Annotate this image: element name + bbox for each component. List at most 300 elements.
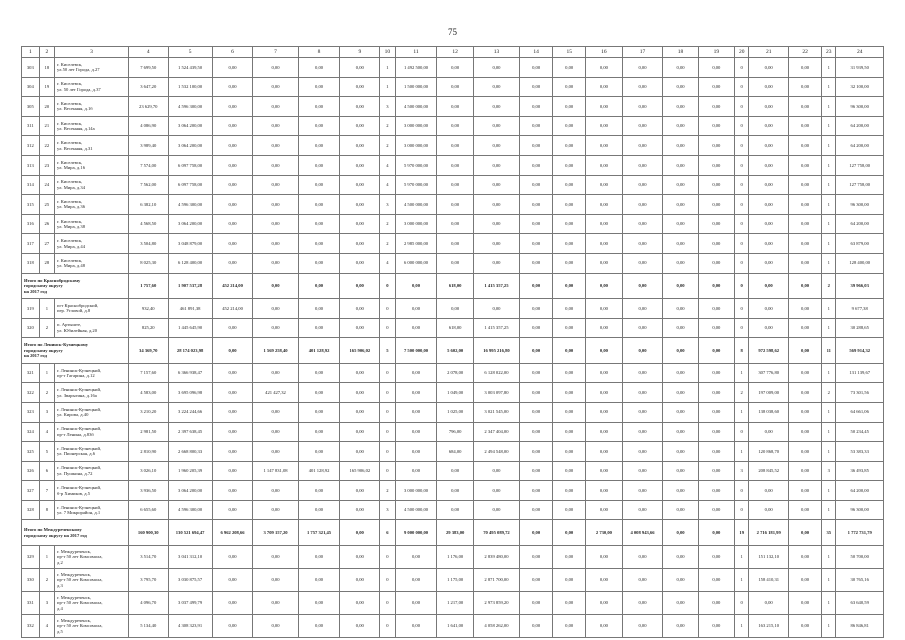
table-cell: 2 078,00 [437, 363, 473, 383]
table-cell: 0,00 [473, 299, 519, 319]
table-cell: 1 [822, 97, 836, 117]
table-cell: 0,00 [395, 591, 437, 614]
table-cell: 0 [380, 545, 395, 568]
table-cell: 0,00 [520, 136, 553, 156]
table-cell: 0,00 [473, 234, 519, 254]
address-cell: г. Ленинск-Кузнецкий, пр-т Ленина, д.83б [55, 422, 129, 442]
table-cell: 0,00 [789, 77, 822, 97]
table-cell: 0 [735, 234, 749, 254]
table-cell: 0,00 [586, 481, 622, 501]
table-row [22, 614, 884, 637]
table-cell: 0,00 [663, 253, 698, 273]
table-cell: 158 410,31 [749, 568, 789, 591]
table-cell: 1 [735, 442, 749, 462]
table-cell: 0,00 [553, 402, 586, 422]
table-cell: 0,00 [553, 363, 586, 383]
table-cell: 0,00 [698, 214, 734, 234]
table-cell: 0,00 [212, 568, 253, 591]
table-cell: 0,00 [253, 299, 298, 319]
table-cell: 0,00 [586, 568, 622, 591]
table-cell: 0,00 [586, 214, 622, 234]
table-cell: 0,00 [789, 422, 822, 442]
table-cell: 0,00 [298, 234, 340, 254]
table-cell: 0,00 [520, 155, 553, 175]
table-cell: 1 [822, 500, 836, 520]
table-cell: 4 596 300,00 [168, 195, 212, 215]
table-cell: 0,00 [212, 500, 253, 520]
table-cell: 0 [735, 97, 749, 117]
table-row [22, 77, 884, 97]
total-cell: 0,00 [520, 338, 553, 364]
table-cell: 618,00 [437, 318, 473, 338]
table-cell: 3 936,50 [128, 481, 168, 501]
total-cell: 0,00 [520, 520, 553, 546]
table-cell: 0,00 [340, 481, 380, 501]
total-cell: 1 415 357,25 [473, 273, 519, 299]
table-row [22, 318, 884, 338]
table-cell: 0 [735, 155, 749, 175]
table-cell: 322 [22, 383, 40, 403]
total-row [22, 520, 884, 546]
address-cell: г. Киселевск, ул. Мира, д.36 [55, 195, 129, 215]
table-cell: 127 758,00 [836, 155, 884, 175]
table-cell: 0,00 [437, 175, 473, 195]
table-cell: 1 049,00 [437, 383, 473, 403]
table-cell: 1 175,00 [437, 568, 473, 591]
table-cell: 0,00 [586, 591, 622, 614]
total-cell: 29 383,00 [437, 520, 473, 546]
table-row [22, 461, 884, 481]
table-cell: 304 [22, 77, 40, 97]
table-row [22, 234, 884, 254]
table-cell: 1 [822, 422, 836, 442]
total-cell: 9 000 000,00 [395, 520, 437, 546]
table-cell: 0,00 [698, 318, 734, 338]
column-header: 4 [128, 47, 168, 58]
table-cell: 0,00 [586, 461, 622, 481]
total-cell: 0,00 [698, 520, 734, 546]
table-cell: 0,00 [298, 136, 340, 156]
table-cell: 0,00 [663, 568, 698, 591]
table-cell: 0,00 [473, 155, 519, 175]
table-cell: 3 [380, 195, 395, 215]
table-cell: 0,00 [520, 97, 553, 117]
table-cell: 0,00 [622, 614, 663, 637]
table-cell: 0,00 [212, 116, 253, 136]
table-cell: 5 970 000,00 [395, 155, 437, 175]
table-cell: 4 096,70 [128, 591, 168, 614]
table-cell: 0 [735, 77, 749, 97]
table-cell: 197 009,00 [749, 383, 789, 403]
table-cell: 0,00 [749, 214, 789, 234]
page-number: 75 [448, 27, 457, 37]
table-cell: 7 157,60 [128, 363, 168, 383]
table-cell: 0,00 [622, 58, 663, 78]
table-cell: 0,00 [520, 253, 553, 273]
table-cell: 2 [39, 568, 54, 591]
table-cell: 0,00 [473, 253, 519, 273]
table-cell: 3 041 312,10 [168, 545, 212, 568]
table-cell: 1 147 831,08 [253, 461, 298, 481]
table-cell: 0,00 [622, 318, 663, 338]
table-cell: 0 [380, 422, 395, 442]
header-row [22, 47, 884, 58]
table-cell: 0,00 [663, 461, 698, 481]
table-cell: 2 973 859,20 [473, 591, 519, 614]
table-cell: 3 000 000,00 [395, 136, 437, 156]
table-cell: 0,00 [698, 500, 734, 520]
table-cell: 4 596 300,00 [168, 97, 212, 117]
table-cell: 96 300,00 [836, 97, 884, 117]
table-cell: 208 845,52 [749, 461, 789, 481]
table-cell: 1 [735, 568, 749, 591]
table-cell: 1 [822, 402, 836, 422]
table-cell: 324 [22, 422, 40, 442]
total-cell: 165 906,02 [340, 338, 380, 364]
table-cell: 0,00 [586, 363, 622, 383]
table-cell: 64 200,00 [836, 116, 884, 136]
table-cell: 3 [380, 500, 395, 520]
table-cell: 0,00 [553, 175, 586, 195]
table-cell: 0,00 [253, 155, 298, 175]
table-cell: 0,00 [789, 442, 822, 462]
table-cell: 4 500 000,00 [395, 195, 437, 215]
total-cell: 0,00 [520, 273, 553, 299]
table-cell: 0,00 [473, 214, 519, 234]
address-cell: г. Киселевск, ул. Мира, д.16 [55, 155, 129, 175]
address-cell: г. Киселевск, ул. Весенняя, д.14а [55, 116, 129, 136]
table-cell: 796,00 [437, 422, 473, 442]
address-cell: г. Междуреченск, пр-т 50 лет Комсомола, д.4 [55, 591, 129, 614]
table-cell: 0,00 [698, 363, 734, 383]
table-cell: 0,00 [789, 136, 822, 156]
table-row [22, 195, 884, 215]
table-cell: 0,00 [698, 545, 734, 568]
table-cell: 0,00 [473, 77, 519, 97]
table-cell: 0,00 [520, 383, 553, 403]
total-cell: 1 772 731,79 [836, 520, 884, 546]
table-cell: 0,00 [212, 234, 253, 254]
total-cell: 19 [735, 520, 749, 546]
table-cell: 0,00 [698, 116, 734, 136]
table-cell: 0,00 [340, 568, 380, 591]
table-row [22, 568, 884, 591]
total-cell: 0,00 [553, 338, 586, 364]
table-cell: 1 [39, 299, 54, 319]
table-cell: 0,00 [749, 422, 789, 442]
table-cell: 0,00 [586, 500, 622, 520]
table-cell: 0,00 [553, 195, 586, 215]
table-cell: 30 765,16 [836, 568, 884, 591]
table-cell: 64 200,00 [836, 481, 884, 501]
table-cell: 64 200,00 [836, 214, 884, 234]
table-cell: 0,00 [586, 97, 622, 117]
table-cell: 0,00 [698, 568, 734, 591]
table-cell: 0,00 [586, 402, 622, 422]
table-cell: 165 906,02 [340, 461, 380, 481]
total-cell: 0,00 [340, 273, 380, 299]
total-cell: 0,00 [663, 338, 698, 364]
table-cell: 1 025,00 [437, 402, 473, 422]
table-cell: 0,00 [622, 77, 663, 97]
table-cell: 0 [735, 175, 749, 195]
table-cell: 28 [39, 253, 54, 273]
table-cell: 3 000 000,00 [395, 116, 437, 136]
table-cell: 0,00 [622, 442, 663, 462]
table-cell: 2 871 700,00 [473, 568, 519, 591]
column-header: 17 [622, 47, 663, 58]
table-cell: 0,00 [437, 253, 473, 273]
table-cell: 64 200,00 [836, 136, 884, 156]
table-cell: 0,00 [298, 318, 340, 338]
table-cell: 0,00 [395, 363, 437, 383]
table-cell: 0,00 [749, 500, 789, 520]
table-cell: 2 [380, 234, 395, 254]
table-cell: 3 647,20 [128, 77, 168, 97]
table-cell: 4 [39, 614, 54, 637]
table-cell: 0,00 [437, 77, 473, 97]
table-cell: 332 [22, 614, 40, 637]
table-cell: 2 [39, 383, 54, 403]
table-cell: 0,00 [253, 214, 298, 234]
table-cell: 0,00 [212, 481, 253, 501]
table-cell: 151 132,10 [749, 545, 789, 568]
table-cell: 3 514,70 [128, 545, 168, 568]
total-cell: 452 214,00 [212, 273, 253, 299]
table-cell: 0,00 [789, 318, 822, 338]
table-cell: 0,00 [253, 58, 298, 78]
table-cell: 6 128 022,00 [473, 363, 519, 383]
table-cell: 0,00 [698, 234, 734, 254]
table-cell: 0,00 [395, 318, 437, 338]
table-cell: 1 [735, 402, 749, 422]
table-row [22, 422, 884, 442]
table-cell: 0,00 [663, 500, 698, 520]
table-cell: 0,00 [298, 383, 340, 403]
table-cell: 0,00 [253, 591, 298, 614]
address-cell: г. Междуреченск, пр-т 50 лет Комсомола, д.3 [55, 568, 129, 591]
table-cell: 128 400,00 [836, 253, 884, 273]
column-header: 5 [168, 47, 212, 58]
table-cell: 0,00 [298, 195, 340, 215]
total-cell: 28 174 023,98 [168, 338, 212, 364]
address-cell: г. Ленинск-Кузнецкий, б-р Химиков, д.5 [55, 481, 129, 501]
table-cell: 0,00 [663, 97, 698, 117]
table-cell: 0,00 [586, 545, 622, 568]
table-cell: 0,00 [298, 481, 340, 501]
table-cell: 21 [39, 116, 54, 136]
table-cell: 0,00 [437, 116, 473, 136]
table-cell: 0,00 [340, 318, 380, 338]
total-cell: 7 500 000,00 [395, 338, 437, 364]
table-cell: 0,00 [622, 116, 663, 136]
total-cell: 4 008 943,66 [622, 520, 663, 546]
table-cell: 0,00 [663, 614, 698, 637]
column-header: 15 [553, 47, 586, 58]
table-cell: 0 [380, 383, 395, 403]
table-cell: 0,00 [789, 175, 822, 195]
table-cell: 1 [822, 175, 836, 195]
table-cell: 0,00 [212, 77, 253, 97]
table-cell: 0,00 [340, 77, 380, 97]
table-cell: 325 [22, 442, 40, 462]
table-cell: 0,00 [622, 500, 663, 520]
table-cell: 0,00 [663, 422, 698, 442]
table-cell: 2 397 638,45 [168, 422, 212, 442]
table-cell: 0,00 [212, 422, 253, 442]
table-cell: 0,00 [622, 234, 663, 254]
table-cell: 1 [822, 545, 836, 568]
table-cell: 0,00 [298, 155, 340, 175]
table-cell: 0,00 [298, 422, 340, 442]
table-cell: 0,00 [789, 58, 822, 78]
table-cell: 5 134,40 [128, 614, 168, 637]
table-cell: 3 000 000,00 [395, 214, 437, 234]
table-cell: 321 [22, 363, 40, 383]
table-cell: 0,00 [395, 402, 437, 422]
table-cell: 0,00 [340, 175, 380, 195]
table-cell: 0,00 [789, 402, 822, 422]
table-cell: 0,00 [698, 136, 734, 156]
table-cell: 0,00 [553, 155, 586, 175]
table-cell: 3 695 096,98 [168, 383, 212, 403]
total-cell: 0,00 [789, 273, 822, 299]
total-label: Итого по Междуреченскому городскому округу на 2017 год [22, 520, 129, 546]
table-cell: 0,00 [520, 318, 553, 338]
table-cell: 0,00 [473, 461, 519, 481]
table-cell: 0,00 [698, 175, 734, 195]
table-cell: 0,00 [663, 545, 698, 568]
table-row [22, 591, 884, 614]
column-header: 10 [380, 47, 395, 58]
table-cell: 0,00 [586, 77, 622, 97]
table-cell: 64 661,06 [836, 402, 884, 422]
table-cell: 0,00 [340, 299, 380, 319]
table-cell: 0,00 [586, 58, 622, 78]
table-cell: 0,00 [749, 299, 789, 319]
table-cell: 19 [39, 77, 54, 97]
table-cell: 0,00 [789, 591, 822, 614]
table-cell: 0,00 [622, 195, 663, 215]
table-cell: 0,00 [553, 461, 586, 481]
table-cell: 0,00 [553, 97, 586, 117]
table-cell: 0,00 [340, 591, 380, 614]
table-cell: 0,00 [586, 155, 622, 175]
table-cell: 0,00 [586, 116, 622, 136]
table-cell: 0,00 [520, 175, 553, 195]
table-cell: 0,00 [520, 481, 553, 501]
table-cell: 0,00 [789, 383, 822, 403]
table-cell: 0,00 [789, 116, 822, 136]
table-cell: 0,00 [553, 77, 586, 97]
table-cell: 0,00 [437, 136, 473, 156]
table-cell: 6 366 938,47 [168, 363, 212, 383]
table-cell: 0,00 [586, 422, 622, 442]
table-cell: 2 985 000,00 [395, 234, 437, 254]
table-cell: 0,00 [622, 253, 663, 273]
table-cell: 0,00 [622, 545, 663, 568]
table-cell: 0,00 [663, 402, 698, 422]
table-cell: 2 347 404,00 [473, 422, 519, 442]
total-cell: 0 [380, 273, 395, 299]
table-cell: 0,00 [437, 195, 473, 215]
total-cell: 2 [822, 273, 836, 299]
table-cell: 0,00 [473, 97, 519, 117]
table-cell: 1 [380, 58, 395, 78]
table-row [22, 136, 884, 156]
table-cell: 0,00 [298, 568, 340, 591]
table-cell: 0,00 [586, 442, 622, 462]
table-cell: 0,00 [253, 97, 298, 117]
column-header: 12 [437, 47, 473, 58]
table-cell: 0 [380, 442, 395, 462]
table-cell: 3 224 244,66 [168, 402, 212, 422]
table-cell: 0,00 [586, 175, 622, 195]
table-cell: 2 [380, 214, 395, 234]
table-row [22, 442, 884, 462]
table-cell: 0,00 [212, 175, 253, 195]
table-cell: 303 [22, 58, 40, 78]
table-cell: 0 [735, 58, 749, 78]
column-header: 21 [749, 47, 789, 58]
table-cell: 0,00 [437, 97, 473, 117]
table-cell: 0,00 [298, 253, 340, 273]
table-cell: 1 [822, 234, 836, 254]
table-cell: 0,00 [663, 77, 698, 97]
table-cell: 0,00 [663, 195, 698, 215]
table-cell: 0,00 [520, 234, 553, 254]
table-cell: 0,00 [212, 253, 253, 273]
table-cell: 0,00 [520, 214, 553, 234]
table-cell: 0,00 [473, 481, 519, 501]
address-cell: г. Ленинск-Кузнецкий, ул. Зварыгина, д.16а [55, 383, 129, 403]
column-header: 11 [395, 47, 437, 58]
table-cell: 0,00 [553, 116, 586, 136]
total-cell: 0,00 [253, 273, 298, 299]
total-cell: 1 569 258,40 [253, 338, 298, 364]
table-cell: 0,00 [586, 299, 622, 319]
table-cell: 0,00 [340, 614, 380, 637]
table-row [22, 363, 884, 383]
table-cell: 2 [380, 136, 395, 156]
total-cell: 972 598,62 [749, 338, 789, 364]
table-cell: 0,00 [395, 545, 437, 568]
table-cell: 6 097 758,00 [168, 155, 212, 175]
total-cell: 0 [735, 273, 749, 299]
table-cell: 0 [380, 318, 395, 338]
table-cell: 0,00 [437, 481, 473, 501]
table-cell: 1 [822, 318, 836, 338]
table-cell: 421 427,32 [253, 383, 298, 403]
table-cell: 0,00 [340, 97, 380, 117]
table-cell: 0,00 [749, 116, 789, 136]
table-cell: 50 234,45 [836, 422, 884, 442]
table-cell: 0,00 [749, 155, 789, 175]
table-cell: 32 100,00 [836, 77, 884, 97]
total-cell: 0,00 [789, 338, 822, 364]
table-cell: 1 [822, 591, 836, 614]
table-cell: 1 [822, 214, 836, 234]
table-cell: 2 839 480,00 [473, 545, 519, 568]
table-cell: 9 677,38 [836, 299, 884, 319]
table-cell: 2 981,50 [128, 422, 168, 442]
table-cell: 0,00 [553, 253, 586, 273]
table-cell: 2 [380, 116, 395, 136]
table-cell: 0,00 [520, 568, 553, 591]
table-cell: 0,00 [553, 58, 586, 78]
table-cell: 0,00 [663, 383, 698, 403]
table-cell: 0,00 [622, 481, 663, 501]
